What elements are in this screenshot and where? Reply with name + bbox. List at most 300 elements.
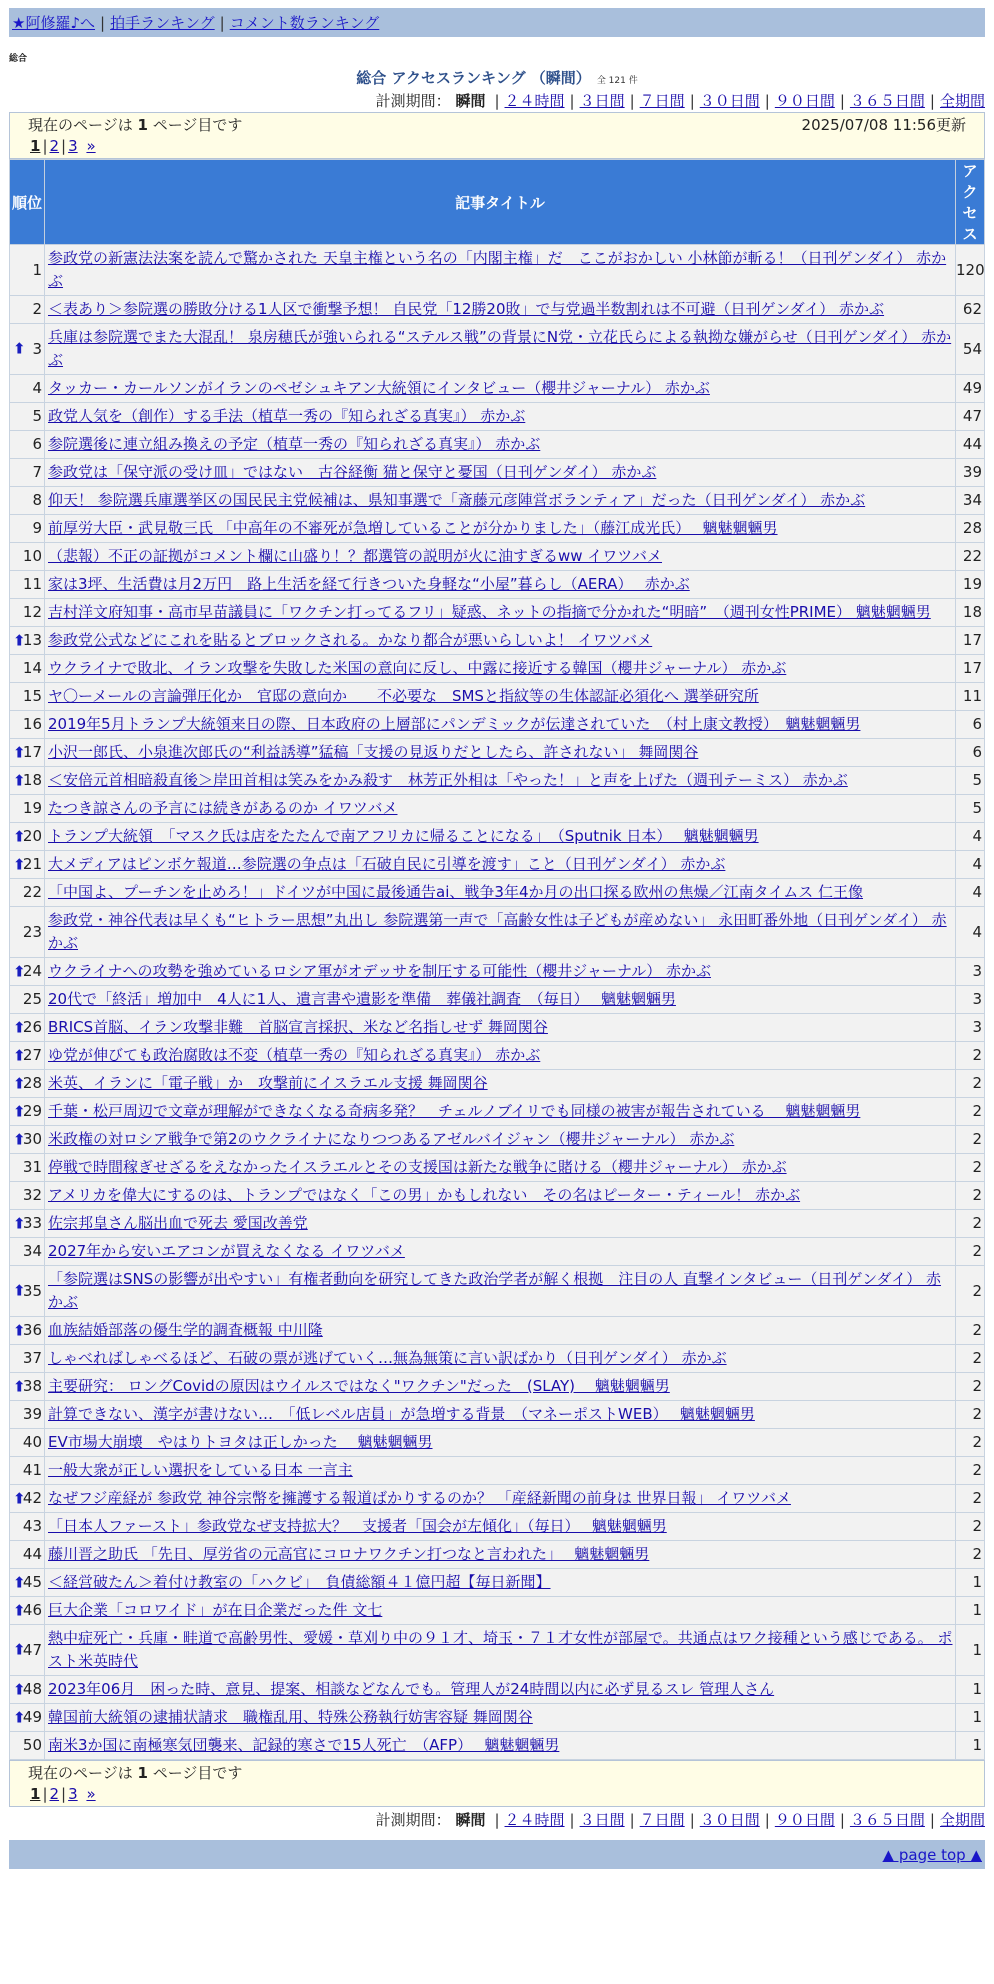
rank-cell xyxy=(10,739,45,767)
article-link[interactable]: トランプ大統領 「マスク氏は店をたたんで南アフリカに帰ることになる」 （Sputnik 日本） 魑魅魍魎男 xyxy=(48,827,759,845)
rank-number: 47 xyxy=(22,1640,42,1659)
access-count: 2 xyxy=(956,1401,985,1429)
title-cell xyxy=(45,296,956,324)
table-row xyxy=(10,1373,985,1401)
title-cell xyxy=(45,487,956,515)
article-link[interactable]: ゆ党が伸びても政治腐敗は不変（植草一秀の『知られざる真実』） 赤かぶ xyxy=(48,1046,541,1064)
access-count: 2 xyxy=(956,1154,985,1182)
article-link[interactable]: 佐宗邦皇さん脳出血で死去 愛国改善党 xyxy=(48,1214,308,1232)
rank-up-icon: ⬆ xyxy=(13,1680,26,1698)
table-row xyxy=(10,1266,985,1317)
rank-number: 14 xyxy=(22,659,42,677)
rank-up-icon: ⬆ xyxy=(13,962,26,980)
access-count: 11 xyxy=(956,683,985,711)
table-row xyxy=(10,324,985,375)
table-row xyxy=(10,627,985,655)
access-count: 120 xyxy=(956,245,985,296)
table-row xyxy=(10,1457,985,1485)
rank-up-icon: ⬆ xyxy=(13,1573,26,1591)
article-link[interactable]: 「中国よ、プーチンを止めろ！」ドイツが中国に最後通告ai、戦争3年4か月の出口探る欧州の焦燥／江南タイムス 仁王像 xyxy=(48,883,863,901)
rank-cell xyxy=(10,711,45,739)
rank-cell xyxy=(10,1704,45,1732)
rank-number: 39 xyxy=(22,1405,42,1423)
period-90d-link[interactable]: ９０日間 xyxy=(774,1811,835,1829)
table-row xyxy=(10,683,985,711)
rank-number: 4 xyxy=(32,379,42,397)
access-count: 5 xyxy=(956,767,985,795)
table-row xyxy=(10,711,985,739)
rank-cell xyxy=(10,459,45,487)
table-row xyxy=(10,879,985,907)
rank-number: 25 xyxy=(22,990,42,1008)
table-row xyxy=(10,1317,985,1345)
article-link[interactable]: 家は3坪、生活費は月2万円 路上生活を経て行きついた身軽な“小屋”暮らし（AERA） 赤かぶ xyxy=(48,575,690,593)
rank-number: 13 xyxy=(22,631,42,649)
access-count: 39 xyxy=(956,459,985,487)
home-link[interactable]: ★阿修羅♪へ xyxy=(12,14,96,32)
comment-ranking-link[interactable]: コメント数ランキング xyxy=(229,14,380,32)
table-row xyxy=(10,1098,985,1126)
rank-number: 30 xyxy=(22,1130,42,1148)
access-count: 44 xyxy=(956,431,985,459)
table-row xyxy=(10,1569,985,1597)
table-row xyxy=(10,431,985,459)
article-link[interactable]: 参院選後に連立組み換えの予定（植草一秀の『知られざる真実』） 赤かぶ xyxy=(48,435,541,453)
title-cell xyxy=(45,767,956,795)
access-count: 2 xyxy=(956,1429,985,1457)
article-link[interactable]: 「日本人ファースト」参政党なぜ支持拡大？ 支援者「国会が左傾化」（毎日） 魑魅魍魎男 xyxy=(48,1517,667,1535)
rank-number: 5 xyxy=(32,407,42,425)
rank-cell xyxy=(10,296,45,324)
rank-cell xyxy=(10,1597,45,1625)
rank-number: 29 xyxy=(22,1102,42,1120)
article-link[interactable]: なぜフジ産経が 参政党 神谷宗幣を擁護する報道ばかりするのか？ 「産経新聞の前身は 世界日報」 イワツバメ xyxy=(48,1489,791,1507)
rank-up-icon: ⬆ xyxy=(13,771,26,789)
period-label: 計測期間： xyxy=(375,92,451,110)
period-30d-link[interactable]: ３０日間 xyxy=(699,1811,760,1829)
page-top-link[interactable]: ▲ page top ▲ xyxy=(882,1845,982,1864)
rank-number: 24 xyxy=(22,962,42,980)
rank-number: 9 xyxy=(32,519,42,537)
title-cell xyxy=(45,655,956,683)
rank-cell xyxy=(10,1182,45,1210)
table-row xyxy=(10,1513,985,1541)
article-link[interactable]: 血族結婚部落の優生学的調査概報 中川隆 xyxy=(48,1321,323,1339)
rank-number: 20 xyxy=(22,827,42,845)
rank-cell xyxy=(10,1154,45,1182)
article-link[interactable]: 一般大衆が正しい選択をしている日本 一言主 xyxy=(48,1461,353,1479)
rank-number: 49 xyxy=(22,1708,42,1726)
rank-cell xyxy=(10,1317,45,1345)
table-row xyxy=(10,296,985,324)
table-row xyxy=(10,1042,985,1070)
article-link[interactable]: 2019年5月トランプ大統領来日の際、日本政府の上層部にパンデミックが伝達されていた （村上康文教授） 魑魅魍魎男 xyxy=(48,715,861,733)
article-link[interactable]: 大メディアはピンボケ報道…参院選の争点は「石破自民に引導を渡す」こと（日刊ゲンダイ） 赤かぶ xyxy=(48,855,726,873)
article-link[interactable]: ＜安倍元首相暗殺直後＞岸田首相は笑みをかみ殺す 林芳正外相は「やった！」と声を上げた（週刊テーミス） 赤かぶ xyxy=(48,771,848,789)
article-link[interactable]: 2023年06月 困った時、意見、提案、相談などなんでも。管理人が24時間以内に必ず見るスレ 管理人さん xyxy=(48,1680,775,1698)
article-link[interactable]: 米英、イランに「電子戦」か 攻撃前にイスラエル支援 舞岡関谷 xyxy=(48,1074,488,1092)
table-row xyxy=(10,1541,985,1569)
rank-number: 34 xyxy=(22,1242,42,1260)
table-row xyxy=(10,739,985,767)
rank-number: 7 xyxy=(32,463,42,481)
table-row xyxy=(10,1345,985,1373)
rank-number: 21 xyxy=(22,855,42,873)
article-link[interactable]: 前厚労大臣・武見敬三氏 「中高年の不審死が急増していることが分かりました」（藤江成光氏） 魑魅魍魎男 xyxy=(48,519,778,537)
article-link[interactable]: ウクライナへの攻勢を強めているロシア軍がオデッサを制圧する可能性（櫻井ジャーナル） 赤かぶ xyxy=(48,962,711,980)
title-cell xyxy=(45,1541,956,1569)
title-cell xyxy=(45,739,956,767)
article-link[interactable]: しゃべればしゃべるほど、石破の票が逃げていく…無為無策に言い訳ばかり（日刊ゲンダイ） 赤かぶ xyxy=(48,1349,727,1367)
page-3-link[interactable]: 3 xyxy=(68,1785,78,1803)
period-90d-link[interactable]: ９０日間 xyxy=(774,92,835,110)
title-cell xyxy=(45,1373,956,1401)
rank-up-icon: ⬆ xyxy=(13,1214,26,1232)
table-row xyxy=(10,851,985,879)
rank-number: 50 xyxy=(22,1736,42,1754)
table-row xyxy=(10,599,985,627)
rank-cell xyxy=(10,1569,45,1597)
page-title xyxy=(0,67,994,88)
period-selector-top: 計測期間： 瞬間 | ２４時間 | ３日間 | ７日間 | ３０日間 | ９０日間 | ３６５日間 | 全期間 xyxy=(375,92,985,110)
title-cell xyxy=(45,459,956,487)
article-link[interactable]: タッカー・カールソンがイランのペゼシュキアン大統領にインタビュー（櫻井ジャーナル） 赤かぶ xyxy=(48,379,710,397)
bottom-nav xyxy=(9,1840,985,1869)
title-cell xyxy=(45,1732,956,1760)
article-link[interactable]: 熱中症死亡・兵庫・畦道で高齢男性、愛媛・草刈り中の９１才、埼玉・７１才女性が部屋で。共通点はワク接種という感じである。 ポスト米英時代 xyxy=(48,1629,953,1670)
article-link[interactable]: （悲報）不正の証拠がコメント欄に山盛り！？都選管の説明が火に油すぎるww イワツバメ xyxy=(48,547,663,565)
title-cell xyxy=(45,1513,956,1541)
table-row xyxy=(10,767,985,795)
rank-number: 42 xyxy=(22,1489,42,1507)
access-count: 1 xyxy=(956,1569,985,1597)
rank-up-icon: ⬆ xyxy=(13,1018,26,1036)
page-3-link[interactable]: 3 xyxy=(68,137,78,155)
page-1-link[interactable]: 1 xyxy=(30,137,41,155)
article-link[interactable]: 主要研究： ロングCovidの原因はウイルスではなく"ワクチン"だった (SLAY) 魑魅魍魎男 xyxy=(48,1377,670,1395)
article-link[interactable]: 藤川晋之助氏 「先日、厚労省の元高官にコロナワクチン打つなと言われた」 魑魅魍魎男 xyxy=(48,1545,650,1563)
article-link[interactable]: 小沢一郎氏、小泉進次郎氏の“利益誘導”猛稿「支援の見返りだとしたら、許されない」 舞岡関谷 xyxy=(48,743,699,761)
article-link[interactable]: 20代で「終活」増加中 4人に1人、遺言書や遺影を準備 葬儀社調査 （毎日） 魑魅魍魎男 xyxy=(48,990,676,1008)
rank-number: 19 xyxy=(22,799,42,817)
rank-up-icon: ⬆ xyxy=(13,339,26,358)
rank-cell xyxy=(10,487,45,515)
access-count: 2 xyxy=(956,1126,985,1154)
table-row xyxy=(10,515,985,543)
page-1-link[interactable]: 1 xyxy=(30,1785,41,1803)
title-cell xyxy=(45,1345,956,1373)
period-label: 計測期間： xyxy=(375,1811,451,1829)
article-link[interactable]: 「参院選はSNSの影響が出やすい」有権者動向を研究してきた政治学者が解く根拠 注目の人 直撃インタビュー（日刊ゲンダイ） 赤かぶ xyxy=(48,1270,942,1311)
article-link[interactable]: ＜経営破たん＞着付け教室の「ハクビ」 負債総額４１億円超【毎日新聞】 xyxy=(48,1573,551,1591)
page-2-link[interactable]: 2 xyxy=(49,137,60,155)
access-count: 2 xyxy=(956,1098,985,1126)
article-link[interactable]: ヤ〇ーメールの言論弾圧化か 官邸の意向か 不必要な SMSと指紋等の生体認証必須化へ 選挙研究所 xyxy=(48,687,759,705)
title-cell xyxy=(45,711,956,739)
rank-cell xyxy=(10,1345,45,1373)
title-cell xyxy=(45,1266,956,1317)
rank-up-icon: ⬆ xyxy=(13,631,26,649)
access-count: 1 xyxy=(956,1704,985,1732)
access-count: 49 xyxy=(956,375,985,403)
access-count: 34 xyxy=(956,487,985,515)
period-3d-link[interactable]: ３日間 xyxy=(579,92,625,110)
rank-number: 12 xyxy=(22,603,42,621)
article-link[interactable]: 参政党は「保守派の受け皿」ではない 古谷経衡 猫と保守と憂国（日刊ゲンダイ） 赤かぶ xyxy=(48,463,657,481)
table-row xyxy=(10,1597,985,1625)
next-page-link[interactable]: » xyxy=(86,1785,96,1803)
pager-bottom xyxy=(9,1760,985,1807)
title-cell xyxy=(45,1569,956,1597)
table-row xyxy=(10,823,985,851)
title-cell xyxy=(45,375,956,403)
access-count: 2 xyxy=(956,1070,985,1098)
period-7d-link[interactable]: ７日間 xyxy=(639,1811,685,1829)
access-count: 2 xyxy=(956,1042,985,1070)
title-cell xyxy=(45,986,956,1014)
article-link[interactable]: 停戦で時間稼ぎせざるをえなかったイスラエルとその支援国は新たな戦争に賭ける（櫻井ジャーナル） 赤かぶ xyxy=(48,1158,787,1176)
table-row xyxy=(10,1429,985,1457)
table-row xyxy=(10,1014,985,1042)
period-24h-link[interactable]: ２４時間 xyxy=(504,92,565,110)
access-count: 2 xyxy=(956,1317,985,1345)
title-cell xyxy=(45,1098,956,1126)
article-link[interactable]: 韓国前大統領の逮捕状請求 職権乱用、特殊公務執行妨害容疑 舞岡関谷 xyxy=(48,1708,533,1726)
access-count: 2 xyxy=(956,1457,985,1485)
period-3d-link[interactable]: ３日間 xyxy=(579,1811,625,1829)
table-row xyxy=(10,1732,985,1760)
page-title-text: 総合 アクセスランキング （瞬間） xyxy=(356,69,591,87)
table-row xyxy=(10,375,985,403)
access-count: 2 xyxy=(956,1182,985,1210)
title-cell xyxy=(45,823,956,851)
rank-header: 順位 xyxy=(10,160,45,245)
access-count: 19 xyxy=(956,571,985,599)
page-status: 現在のページは 1 ページ目です xyxy=(28,116,243,134)
table-row xyxy=(10,958,985,986)
title-cell xyxy=(45,1182,956,1210)
period-current: 瞬間 xyxy=(455,92,486,110)
table-header xyxy=(10,160,985,245)
title-cell xyxy=(45,683,956,711)
period-all-link[interactable]: 全期間 xyxy=(939,92,985,110)
rank-cell xyxy=(10,1732,45,1760)
rank-up-icon: ⬆ xyxy=(13,1708,26,1726)
table-row xyxy=(10,459,985,487)
period-7d-link[interactable]: ７日間 xyxy=(639,92,685,110)
title-cell xyxy=(45,1429,956,1457)
rank-number: 38 xyxy=(22,1377,42,1395)
access-count: 62 xyxy=(956,296,985,324)
rank-cell xyxy=(10,1429,45,1457)
rank-up-icon: ⬆ xyxy=(13,1130,26,1148)
title-cell xyxy=(45,599,956,627)
access-count: 17 xyxy=(956,655,985,683)
access-count: 4 xyxy=(956,907,985,958)
rank-up-icon: ⬆ xyxy=(13,855,26,873)
title-cell xyxy=(45,1126,956,1154)
period-365d-link[interactable]: ３６５日間 xyxy=(849,92,925,110)
rank-cell xyxy=(10,515,45,543)
title-cell xyxy=(45,1401,956,1429)
access-count: 4 xyxy=(956,851,985,879)
table-row xyxy=(10,795,985,823)
table-row xyxy=(10,1238,985,1266)
access-count: 18 xyxy=(956,599,985,627)
article-link[interactable]: 南米3か国に南極寒気団襲来、記録的寒さで15人死亡 （AFP） 魑魅魍魎男 xyxy=(48,1736,560,1754)
access-count: 2 xyxy=(956,1345,985,1373)
title-cell xyxy=(45,1485,956,1513)
period-all-link[interactable]: 全期間 xyxy=(939,1811,985,1829)
rank-number: 48 xyxy=(22,1680,42,1698)
rank-cell xyxy=(10,1098,45,1126)
rank-cell xyxy=(10,543,45,571)
table-row xyxy=(10,1704,985,1732)
article-link[interactable]: BRICS首脳、イラン攻撃非難 首脳宣言採択、米など名指しせず 舞岡関谷 xyxy=(48,1018,548,1036)
page-2-link[interactable]: 2 xyxy=(49,1785,60,1803)
access-count: 2 xyxy=(956,1266,985,1317)
rank-number: 15 xyxy=(22,687,42,705)
title-cell xyxy=(45,879,956,907)
access-count: 3 xyxy=(956,958,985,986)
title-cell xyxy=(45,403,956,431)
article-link[interactable]: 2027年から安いエアコンが買えなくなる イワツバメ xyxy=(48,1242,405,1260)
article-link[interactable]: 兵庫は参院選でまた大混乱！ 泉房穂氏が強いられる“ステルス戦”の背景にN党・立花氏らによる執拗な嫌がらせ（日刊ゲンダイ） 赤かぶ xyxy=(48,328,952,369)
access-count: 4 xyxy=(956,823,985,851)
article-link[interactable]: EV市場大崩壊 やはりトヨタは正しかった 魑魅魍魎男 xyxy=(48,1433,433,1451)
article-link[interactable]: 参政党の新憲法法案を読んで驚かされた 天皇主権という名の「内閣主権」だ ここがおかしい 小林節が斬る！（日刊ゲンダイ） 赤かぶ xyxy=(48,249,947,290)
title-cell xyxy=(45,515,956,543)
article-link[interactable]: 千葉・松戸周辺で文章が理解ができなくなる奇病多発？ チェルノブイリでも同様の被害が報告されている 魑魅魍魎男 xyxy=(48,1102,861,1120)
access-count: 47 xyxy=(956,403,985,431)
table-row xyxy=(10,907,985,958)
access-count: 5 xyxy=(956,795,985,823)
rank-number: 41 xyxy=(22,1461,42,1479)
rank-cell xyxy=(10,1676,45,1704)
article-link[interactable]: 仰天！ 参院選兵庫選挙区の国民民主党候補は、県知事選で「斎藤元彦陣営ボランティア」だった（日刊ゲンダイ） 赤かぶ xyxy=(48,491,866,509)
rank-number: 8 xyxy=(32,491,42,509)
next-page-link[interactable]: » xyxy=(86,137,96,155)
rank-up-icon: ⬆ xyxy=(13,1102,26,1120)
access-count: 2 xyxy=(956,1373,985,1401)
title-cell xyxy=(45,324,956,375)
article-link[interactable]: 政党人気を（創作）する手法（植草一秀の『知られざる真実』） 赤かぶ xyxy=(48,407,526,425)
period-selector-bottom: 計測期間： 瞬間 | ２４時間 | ３日間 | ７日間 | ３０日間 | ９０日間 | ３６５日間 | 全期間 xyxy=(375,1811,985,1829)
top-nav xyxy=(9,8,985,37)
rank-cell xyxy=(10,683,45,711)
table-row xyxy=(10,1210,985,1238)
page-status: 現在のページは 1 ページ目です xyxy=(28,1764,243,1782)
rank-number: 44 xyxy=(22,1545,42,1563)
rank-cell xyxy=(10,1401,45,1429)
rank-cell xyxy=(10,324,45,375)
rank-cell xyxy=(10,958,45,986)
article-link[interactable]: ウクライナで敗北、イラン攻撃を失敗した米国の意向に反し、中露に接近する韓国（櫻井ジャーナル） 赤かぶ xyxy=(48,659,787,677)
title-cell xyxy=(45,1014,956,1042)
page-links: 1 | 2 | 3 » xyxy=(30,1785,96,1803)
rank-cell xyxy=(10,599,45,627)
period-365d-link[interactable]: ３６５日間 xyxy=(849,1811,925,1829)
table-row xyxy=(10,245,985,296)
rank-cell xyxy=(10,1373,45,1401)
rank-cell xyxy=(10,851,45,879)
period-30d-link[interactable]: ３０日間 xyxy=(699,92,760,110)
total-count: 全 121 件 xyxy=(596,76,638,86)
rank-cell xyxy=(10,1238,45,1266)
rank-cell xyxy=(10,1541,45,1569)
rank-up-icon: ⬆ xyxy=(13,1321,26,1339)
rank-number: 6 xyxy=(32,435,42,453)
rank-number: 17 xyxy=(22,743,42,761)
access-count: 1 xyxy=(956,1625,985,1676)
ranking-table xyxy=(9,159,985,1760)
rank-cell xyxy=(10,823,45,851)
rank-cell xyxy=(10,767,45,795)
rank-cell xyxy=(10,1625,45,1676)
rank-number: 18 xyxy=(22,771,42,789)
article-link[interactable]: 参政党・神谷代表は早くも“ヒトラー思想”丸出し 参院選第一声で「高齢女性は子どもが産めない」 永田町番外地（日刊ゲンダイ） 赤かぶ xyxy=(48,911,947,952)
title-cell xyxy=(45,958,956,986)
rank-cell xyxy=(10,655,45,683)
table-row xyxy=(10,986,985,1014)
applause-ranking-link[interactable]: 拍手ランキング xyxy=(110,14,215,32)
rank-number: 3 xyxy=(32,339,42,358)
rank-up-icon: ⬆ xyxy=(13,1377,26,1395)
rank-number: 22 xyxy=(22,883,42,901)
table-row xyxy=(10,1401,985,1429)
article-link[interactable]: たつき諒さんの予言には続きがあるのか イワツバメ xyxy=(48,799,398,817)
title-cell xyxy=(45,1704,956,1732)
title-cell xyxy=(45,851,956,879)
rank-cell xyxy=(10,245,45,296)
pager-top xyxy=(9,112,985,159)
rank-number: 11 xyxy=(22,575,42,593)
rank-number: 31 xyxy=(22,1158,42,1176)
rank-cell xyxy=(10,1070,45,1098)
title-cell xyxy=(45,1238,956,1266)
rank-cell xyxy=(10,571,45,599)
separator: | xyxy=(100,13,106,32)
title-cell xyxy=(45,1597,956,1625)
article-link[interactable]: 計算できない、漢字が書けない… 「低レベル店員」が急増する背景 （マネーポストWEB） 魑魅魍魎男 xyxy=(48,1405,755,1423)
rank-cell xyxy=(10,986,45,1014)
article-link[interactable]: 吉村洋文府知事・高市早苗議員に「ワクチン打ってるフリ」疑惑、ネットの指摘で分かれた“明暗” （週刊女性PRIME） 魑魅魍魎男 xyxy=(48,603,931,621)
article-link[interactable]: 参政党公式などにこれを貼るとブロックされる。かなり都合が悪いらしいよ！ イワツバメ xyxy=(48,631,653,649)
title-cell xyxy=(45,795,956,823)
rank-up-icon: ⬆ xyxy=(13,1074,26,1092)
title-cell xyxy=(45,1676,956,1704)
rank-number: 33 xyxy=(22,1214,42,1232)
article-link[interactable]: ＜表あり＞参院選の勝敗分ける1人区で衝撃予想！ 自民党「12勝20敗」で与党過半数割れは不可避（日刊ゲンダイ） 赤かぶ xyxy=(48,300,885,318)
period-24h-link[interactable]: ２４時間 xyxy=(504,1811,565,1829)
rank-number: 36 xyxy=(22,1321,42,1339)
period-current: 瞬間 xyxy=(455,1811,486,1829)
title-cell xyxy=(45,907,956,958)
table-row xyxy=(10,1485,985,1513)
article-link[interactable]: アメリカを偉大にするのは、トランプではなく「この男」かもしれない その名はピーター・ティール！ 赤かぶ xyxy=(48,1186,801,1204)
title-cell xyxy=(45,571,956,599)
access-count: 2 xyxy=(956,1541,985,1569)
table-row xyxy=(10,655,985,683)
rank-number: 26 xyxy=(22,1018,42,1036)
article-link[interactable]: 巨大企業「コロワイド」が在日企業だった件 文七 xyxy=(48,1601,383,1619)
access-count: 2 xyxy=(956,1485,985,1513)
access-count: 4 xyxy=(956,879,985,907)
article-link[interactable]: 米政権の対ロシア戦争で第2のウクライナになりつつあるアゼルバイジャン（櫻井ジャーナル） 赤かぶ xyxy=(48,1130,735,1148)
table-row xyxy=(10,1154,985,1182)
separator: | xyxy=(219,13,225,32)
rank-number: 43 xyxy=(22,1517,42,1535)
